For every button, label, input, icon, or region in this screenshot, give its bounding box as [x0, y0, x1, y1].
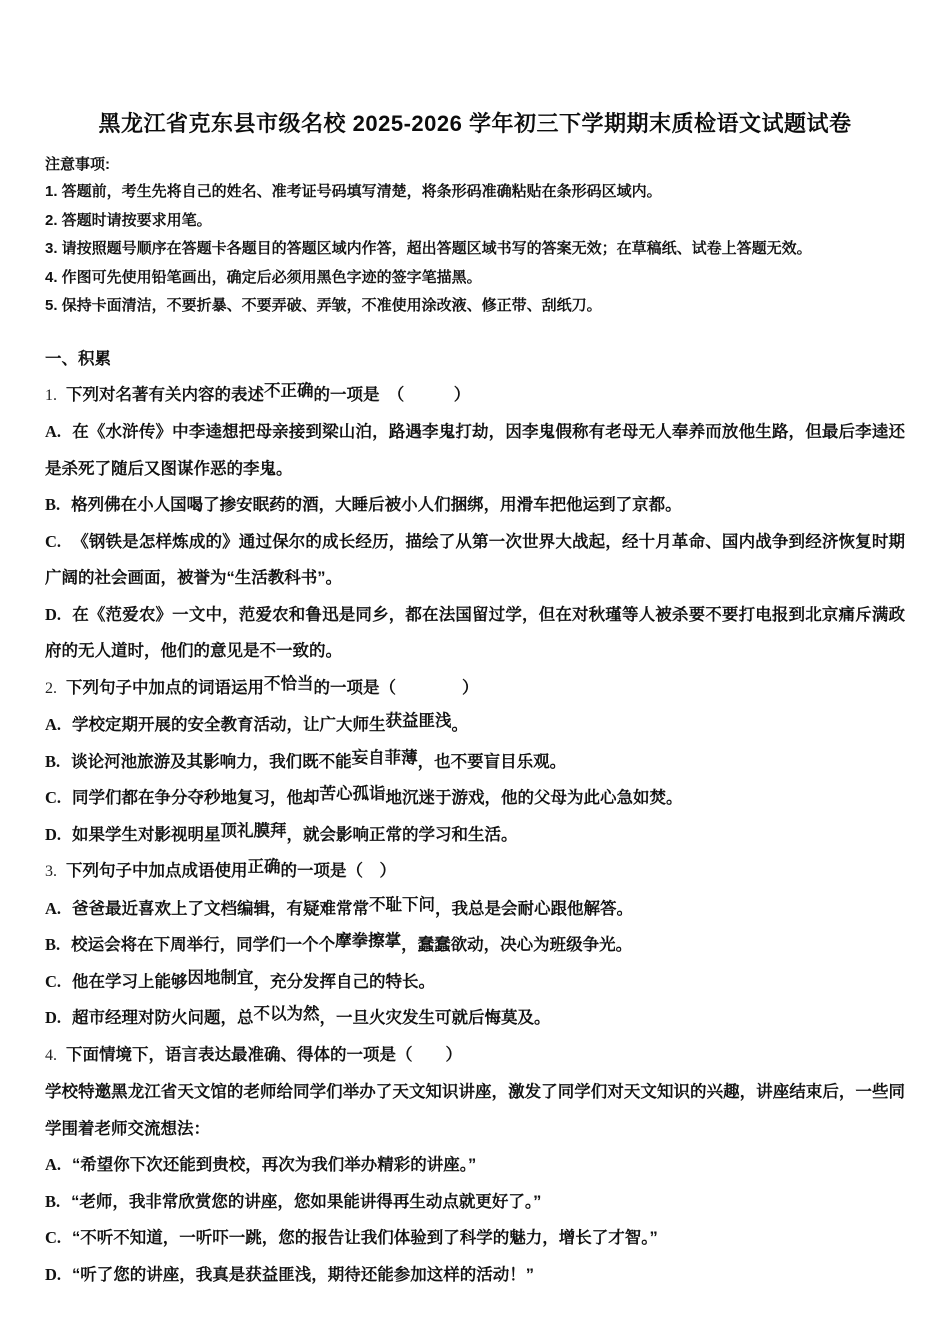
- question-3-stem-text: [66, 858, 396, 880]
- section-heading: 一、积累: [45, 349, 111, 368]
- text-segment: “听了您的讲座，我真是获益匪浅，期待还能参加这样的活动！”: [72, 1265, 535, 1284]
- question-3-option-c: [45, 964, 905, 1001]
- option-text: [71, 496, 682, 514]
- text-segment: 《钢铁是怎样炼成的》通过保尔的成长经历，描绘了从第一次世界大战起，经十月革命、国内战争到经济恢复时期广阔的社会画面，被誉为“生活教科书”。: [45, 532, 905, 587]
- emphasized-word: 获益匪浅: [385, 712, 452, 730]
- text-segment: 学校定期开展的安全教育活动，让广大师生: [72, 716, 386, 734]
- option-label: A.: [45, 422, 62, 441]
- option-label: D.: [45, 604, 62, 624]
- question-4-number: 4.: [45, 1046, 57, 1064]
- option-text: [72, 1156, 476, 1174]
- notice-item: 1. 答题前，考生先将自己的姓名、准考证号码填写清楚，将条形码准确粘贴在条形码区域内。: [45, 183, 662, 200]
- option-text: [72, 1005, 551, 1027]
- option-text: [72, 1229, 658, 1247]
- option-text: [72, 712, 468, 734]
- option-label: D.: [45, 824, 62, 844]
- option-label: A.: [45, 1155, 62, 1174]
- text-segment: ，也不要盲目乐观。: [417, 752, 567, 771]
- text-segment: 格列佛在小人国喝了掺安眠药的酒，大睡后被小人们捆绑，用滑车把他运到了京都。: [71, 496, 682, 514]
- page-title: 黑龙江省克东县市级名校 2025-2026 学年初三下学期期末质检语文试题试卷: [98, 111, 852, 136]
- text-segment: 他在学习上能够: [72, 972, 188, 991]
- text-segment: ，充分发挥自己的特长。: [253, 972, 436, 991]
- question-4-option-c: [45, 1220, 905, 1257]
- text-segment: 地沉迷于游戏，他的父母为此心急如焚。: [385, 789, 683, 807]
- question-1-option-b: [45, 487, 905, 524]
- question-3-option-d: [45, 1000, 905, 1037]
- text-segment: “不听不知道，一听吓一跳，您的报告让我们体验到了科学的魅力，增长了才智。”: [72, 1229, 658, 1247]
- text-segment: 下列句子中加点成语使用: [66, 862, 248, 880]
- text-segment: 下面情境下，语言表达最准确、得体的一项是（ ）: [66, 1045, 462, 1064]
- text-segment: 超市经理对防火问题，总: [72, 1009, 254, 1027]
- text-segment: 如果学生对影视明星: [72, 825, 221, 844]
- question-4-stem-text: [66, 1046, 462, 1064]
- emphasized-word: 妄自菲薄: [351, 748, 418, 767]
- notice-item: 2. 答题时请按要求用笔。: [45, 211, 212, 229]
- question-3-option-b: [45, 927, 905, 964]
- text-segment: 在《范爱农》一文中，范爱农和鲁迅是同乡，都在法国留过学，但在对秋瑾等人被杀要不要打电报到北京痛斥满政府的无人道时，他们的意见是不一致的。: [45, 605, 905, 660]
- emphasized-word: 不以为然: [253, 1005, 320, 1023]
- question-3-stem: [45, 853, 905, 891]
- question-4-option-b: [45, 1184, 905, 1221]
- notice-item: 3. 请按照题号顺序在答题卡各题目的答题区域内作答，超出答题区域书写的答案无效；在草稿纸、试卷上答题无效。: [45, 240, 812, 257]
- text-segment: “老师，我非常欣赏您的讲座，您如果能讲得再生动点就更好了。”: [71, 1192, 542, 1211]
- option-label: A.: [45, 898, 62, 918]
- question-1-option-a: [45, 414, 905, 487]
- text-segment: 的一项是（ ）: [280, 862, 396, 880]
- option-label: A.: [45, 715, 62, 734]
- text-segment: 的一项是 （ ）: [313, 385, 471, 404]
- question-2-stem: [45, 670, 905, 708]
- emphasized-word: 不恰当: [264, 674, 314, 693]
- option-text: [45, 533, 905, 588]
- question-1-stem-text: [66, 382, 470, 404]
- emphasized-word: 不正确: [264, 381, 314, 400]
- question-1-option-c: [45, 524, 905, 597]
- option-text: [71, 932, 632, 954]
- option-text: [72, 896, 633, 918]
- text-segment: ，我总是会耐心跟他解答。: [435, 899, 634, 918]
- text-segment: 在《水浒传》中李逵想把母亲接到梁山泊，路遇李鬼打劫，因李鬼假称有老母无人奉养而放他生路，但最后李逵还是杀死了随后又图谋作恶的李鬼。: [45, 423, 905, 478]
- question-1-option-d: [45, 597, 905, 670]
- text-segment: 下列句子中加点的词语运用: [66, 678, 264, 697]
- option-text: [72, 1266, 534, 1284]
- text-segment: ，一旦火灾发生可就后悔莫及。: [319, 1009, 551, 1027]
- question-4: [45, 1037, 905, 1294]
- emphasized-word: 顶礼膜拜: [220, 821, 287, 840]
- option-text: [72, 822, 518, 844]
- question-4-option-a: [45, 1147, 905, 1184]
- option-label: D.: [45, 1008, 62, 1027]
- emphasized-word: 正确: [247, 858, 281, 876]
- emphasized-word: 摩拳擦掌: [335, 932, 402, 950]
- text-segment: ，就会影响正常的学习和生活。: [286, 825, 518, 844]
- text-segment: ，蠢蠢欲动，决心为班级争光。: [401, 936, 633, 954]
- text-segment: 的一项是（ ）: [313, 678, 479, 697]
- question-4-intro: 学校特邀黑龙江省天文馆的老师给同学们举办了天文知识讲座，激发了同学们对天文知识的兴趣，讲座结束后，一些同学围着老师交流想法：: [45, 1083, 905, 1138]
- question-4-option-d: [45, 1257, 905, 1294]
- question-2-option-d: [45, 817, 905, 854]
- option-label: C.: [45, 1228, 62, 1247]
- option-label: B.: [45, 751, 61, 771]
- question-3: [45, 853, 905, 1037]
- emphasized-word: 因地制宜: [187, 968, 254, 987]
- emphasized-word: 不耻下问: [369, 895, 436, 914]
- notice-section: [45, 152, 905, 321]
- option-text: [45, 423, 905, 478]
- option-text: [72, 969, 435, 991]
- option-label: C.: [45, 788, 62, 807]
- text-segment: 校运会将在下周举行，同学们一个个: [71, 936, 336, 954]
- text-segment: 同学们都在争分夺秒地复习，他却: [72, 789, 320, 807]
- question-2-option-a: [45, 707, 905, 744]
- option-label: C.: [45, 971, 62, 991]
- text-segment: 谈论河池旅游及其影响力，我们既不能: [71, 752, 352, 771]
- option-label: C.: [45, 531, 62, 551]
- text-segment: 爸爸最近喜欢上了文档编辑，有疑难常常: [72, 899, 370, 918]
- text-segment: 。: [451, 716, 469, 734]
- question-3-number: 3.: [45, 863, 57, 880]
- question-3-option-a: [45, 891, 905, 928]
- notice-item: 5. 保持卡面清洁，不要折暴、不要弄破、弄皱，不准使用涂改液、修正带、刮纸刀。: [45, 297, 602, 314]
- notice-heading: 注意事项:: [45, 156, 110, 173]
- option-text: [71, 749, 566, 771]
- question-2: [45, 670, 905, 854]
- question-2-stem-text: [66, 675, 479, 697]
- text-segment: “希望你下次还能到贵校，再次为我们举办精彩的讲座。”: [72, 1156, 477, 1174]
- question-1-stem: [45, 377, 905, 415]
- option-text: [71, 1193, 541, 1211]
- question-4-stem: [45, 1037, 905, 1075]
- text-segment: 下列对名著有关内容的表述: [66, 385, 264, 404]
- option-label: B.: [45, 935, 61, 954]
- option-text: [45, 606, 905, 661]
- option-text: [72, 785, 683, 807]
- notice-item: 4. 作图可先使用铅笔画出，确定后必须用黑色字迹的签字笔描黑。: [45, 268, 482, 286]
- question-2-number: 2.: [45, 679, 57, 697]
- option-label: B.: [45, 1191, 61, 1211]
- question-2-option-c: [45, 780, 905, 817]
- question-2-option-b: [45, 744, 905, 781]
- option-label: D.: [45, 1264, 62, 1284]
- question-1-number: 1.: [45, 386, 57, 404]
- question-1: [45, 377, 905, 670]
- emphasized-word: 苦心孤诣: [319, 785, 386, 803]
- option-label: B.: [45, 495, 61, 514]
